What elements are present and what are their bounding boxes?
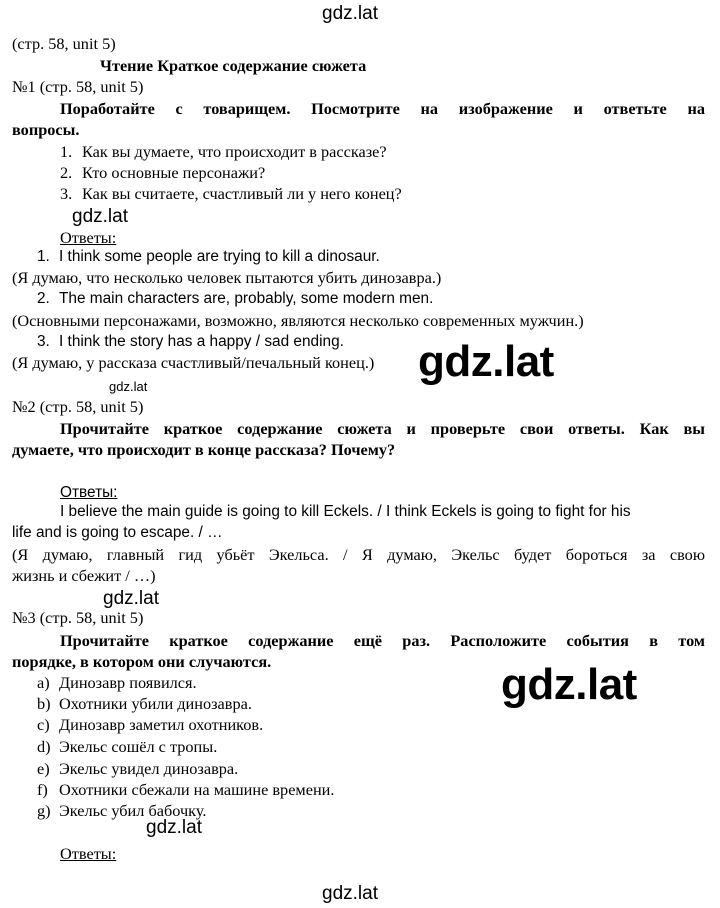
task3-event <box>37 780 334 800</box>
answer-text: I think some people are trying to kill a dinosaur. <box>59 248 380 265</box>
task1-question <box>60 163 265 183</box>
task1-instruction-line1: Поработайте с товарищем. Посмотрите на изображение и ответьте на <box>60 99 705 118</box>
task1-answer-en <box>37 247 380 267</box>
answer-number: 3. <box>37 333 50 350</box>
watermark-large: gdz.lat <box>418 337 554 386</box>
event-text: Экельс увидел динозавра. <box>59 759 239 778</box>
event-letter: g) <box>37 801 51 820</box>
answer-number: 2. <box>37 290 50 307</box>
task2-instruction-line1: Прочитайте краткое содержание сюжета и проверьте свои ответы. Как вы <box>60 419 705 438</box>
task1-number: №1 (стр. 58, unit 5) <box>12 77 144 96</box>
question-number: 1. <box>60 142 73 161</box>
event-text: Экельс убил бабочку. <box>59 801 207 820</box>
task2-instruction-line2: думаете, что происходит в конце рассказа? Почему? <box>12 440 396 459</box>
watermark-top: gdz.lat <box>322 3 378 24</box>
watermark: gdz.lat <box>72 206 128 227</box>
task2-answer-en-line1: I believe the main guide is going to kill Eckels. / I think Eckels is going to fight for his <box>60 503 631 520</box>
task3-event <box>37 673 197 693</box>
event-letter: f) <box>37 780 48 799</box>
task3-event <box>37 694 252 714</box>
task1-answer-en <box>37 289 433 309</box>
task3-event <box>37 737 217 757</box>
task1-answer-ru: (Я думаю, что несколько человек пытаются убить динозавра.) <box>12 268 442 287</box>
task3-answers-label: Ответы: <box>60 844 117 863</box>
task2-answer-ru-line2: жизнь и сбежит / …) <box>12 566 156 585</box>
question-text: Как вы думаете, что происходит в рассказе? <box>82 142 387 161</box>
task1-answers-label: Ответы: <box>60 228 117 247</box>
task1-answer-ru: (Я думаю, у рассказа счастливый/печальный конец.) <box>12 353 375 372</box>
task1-instruction-line2: вопросы. <box>12 120 80 139</box>
answer-number: 1. <box>37 248 50 265</box>
event-text: Охотники сбежали на машине времени. <box>59 780 335 799</box>
header-reference: (стр. 58, unit 5) <box>12 34 116 53</box>
task3-instruction-line1: Прочитайте краткое содержание ещё раз. Расположите события в том <box>60 631 705 650</box>
task1-question <box>60 142 387 162</box>
answer-text: I think the story has a happy / sad ending. <box>59 333 344 350</box>
watermark-bottom: gdz.lat <box>322 883 378 904</box>
question-text: Как вы считаете, счастливый ли у него конец? <box>82 184 402 203</box>
watermark-small: gdz.lat <box>109 379 148 394</box>
section-title: Чтение Краткое содержание сюжета <box>100 56 367 75</box>
task2-answers-label: Ответы: <box>60 484 118 501</box>
task2-answer-en-line2: life and is going to escape. / … <box>12 524 223 541</box>
task3-event <box>37 715 263 735</box>
event-text: Динозавр заметил охотников. <box>59 715 264 734</box>
event-text: Динозавр появился. <box>59 673 197 692</box>
event-letter: b) <box>37 694 51 713</box>
task1-answer-en <box>37 332 344 352</box>
event-text: Экельс сошёл с тропы. <box>59 737 218 756</box>
question-number: 2. <box>60 163 73 182</box>
question-text: Кто основные персонажи? <box>82 163 266 182</box>
event-text: Охотники убили динозавра. <box>59 694 252 713</box>
event-letter: e) <box>37 759 50 778</box>
event-letter: a) <box>37 673 50 692</box>
task2-number: №2 (стр. 58, unit 5) <box>12 397 144 416</box>
watermark: gdz.lat <box>146 817 202 838</box>
question-number: 3. <box>60 184 73 203</box>
watermark: gdz.lat <box>103 588 159 609</box>
event-letter: d) <box>37 737 51 756</box>
task3-number: №3 (стр. 58, unit 5) <box>12 608 144 627</box>
task1-question <box>60 184 402 204</box>
answer-text: The main characters are, probably, some modern men. <box>59 290 434 307</box>
event-letter: c) <box>37 715 50 734</box>
task3-instruction-line2: порядке, в котором они случаются. <box>12 652 272 671</box>
task2-answer-ru-line1: (Я думаю, главный гид убьёт Экельса. / Я думаю, Экельс будет бороться за свою <box>12 545 705 564</box>
task3-event <box>37 759 238 779</box>
task1-answer-ru: (Основными персонажами, возможно, являются несколько современных мужчин.) <box>12 311 584 330</box>
watermark-large: gdz.lat <box>501 660 637 709</box>
